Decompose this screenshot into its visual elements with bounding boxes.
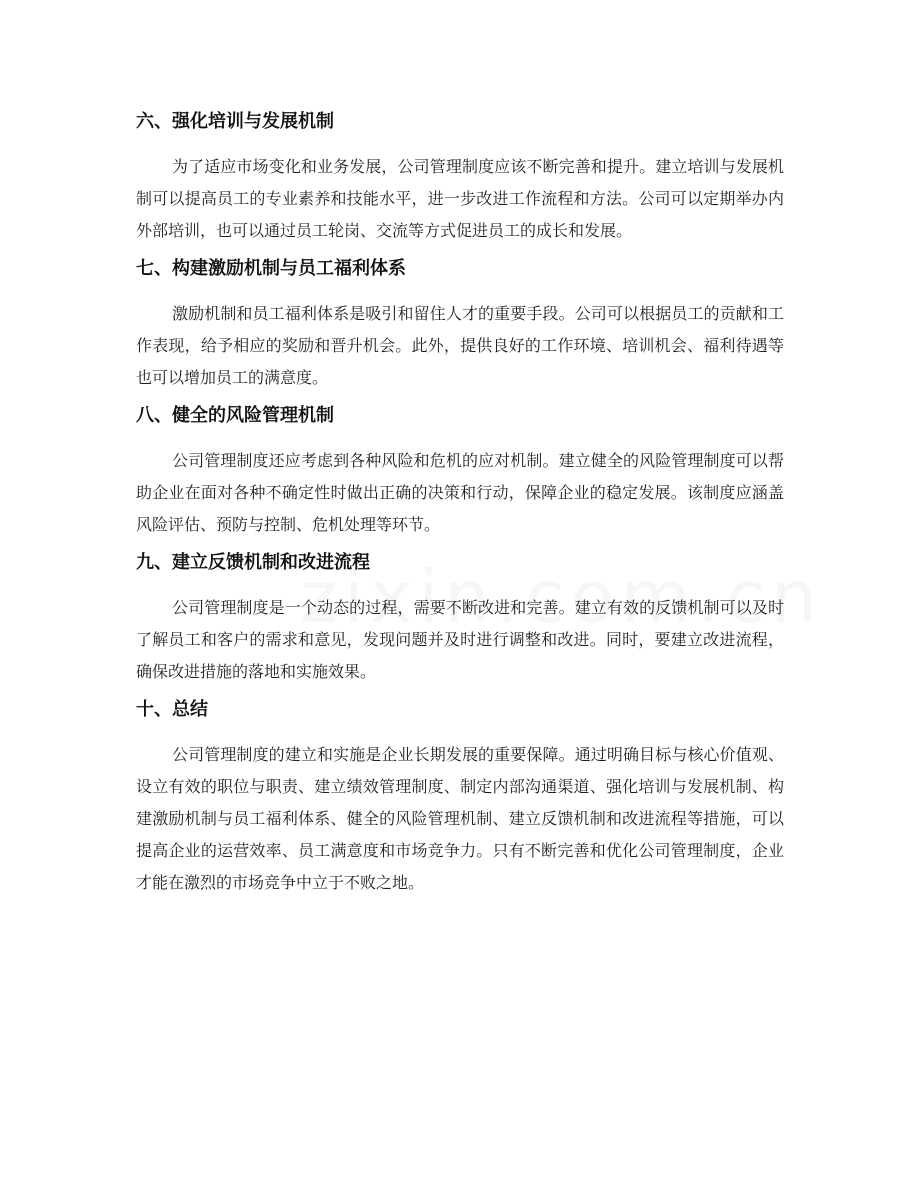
section-heading: 九、建立反馈机制和改进流程: [136, 552, 370, 573]
section-paragraph: 激励机制和员工福利体系是吸引和留住人才的重要手段。公司可以根据员工的贡献和工作表现，给予相应的奖励和晋升机会。此外，提供良好的工作环境、培训机会、福利待遇等也可以增加员工的满意度。: [136, 304, 784, 387]
section-8: [136, 404, 784, 541]
section-heading: 六、强化培训与发展机制: [136, 111, 334, 132]
section-10: [136, 698, 784, 899]
section-paragraph: 为了适应市场变化和业务发展，公司管理制度应该不断完善和提升。建立培训与发展机制可以提高员工的专业素养和技能水平，进一步改进工作流程和方法。公司可以定期举办内外部培训，也可以通过员工轮岗、交流等方式促进员工的成长和发展。: [136, 157, 784, 240]
section-9: [136, 551, 784, 688]
section-7: [136, 257, 784, 394]
section-6: [136, 110, 784, 247]
section-paragraph: 公司管理制度的建立和实施是企业长期发展的重要保障。通过明确目标与核心价值观、设立有效的职位与职责、建立绩效管理制度、制定内部沟通渠道、强化培训与发展机制、构建激励机制与员工福利体系、健全的风险管理机制、建立反馈机制和改进流程等措施，可以提高企业的运营效率、员工满意度和市场竞争力。只有不断完善和优化公司管理制度，企业才能在激烈的市场竞争中立于不败之地。: [136, 745, 784, 892]
section-heading: 七、构建激励机制与员工福利体系: [136, 258, 406, 279]
document-page: [136, 100, 784, 909]
section-paragraph: 公司管理制度还应考虑到各种风险和危机的应对机制。建立健全的风险管理制度可以帮助企业在面对各种不确定性时做出正确的决策和行动，保障企业的稳定发展。该制度应涵盖风险评估、预防与控制、危机处理等环节。: [136, 451, 784, 534]
section-heading: 十、总结: [136, 699, 208, 720]
section-paragraph: 公司管理制度是一个动态的过程，需要不断改进和完善。建立有效的反馈机制可以及时了解员工和客户的需求和意见，发现问题并及时进行调整和改进。同时，要建立改进流程，确保改进措施的落地和实施效果。: [136, 598, 784, 681]
section-heading: 八、健全的风险管理机制: [136, 405, 334, 426]
